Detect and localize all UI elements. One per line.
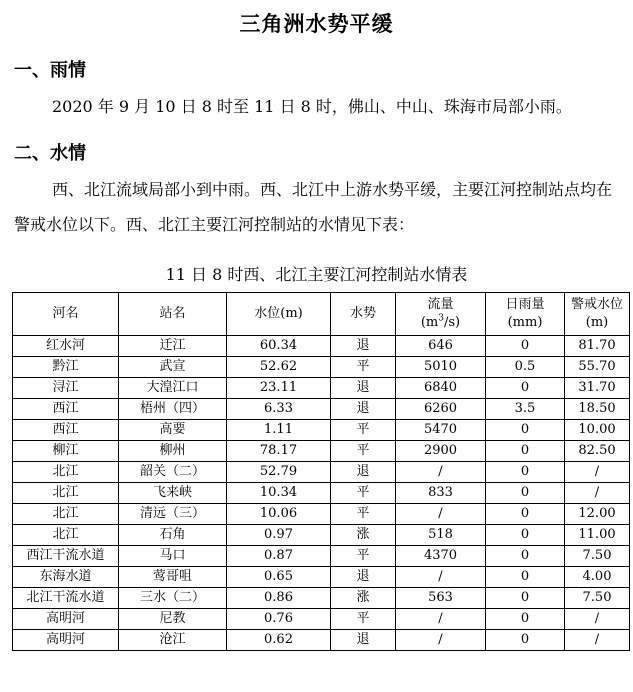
cell-station: 清远（三） <box>119 504 227 525</box>
table-row <box>13 588 630 609</box>
table-row <box>13 462 630 483</box>
header-warning-level <box>565 293 630 336</box>
cell-daily-rain: 0 <box>486 609 565 630</box>
header-flow-label: 流量 <box>427 297 454 312</box>
cell-river: 柳江 <box>13 441 119 462</box>
cell-flow: 518 <box>396 525 486 546</box>
cell-station: 三水（二） <box>119 588 227 609</box>
cell-river: 北江 <box>13 483 119 504</box>
cell-water-level: 52.62 <box>227 357 331 378</box>
table-row <box>13 504 630 525</box>
cell-warning-level: 18.50 <box>565 399 630 420</box>
cell-daily-rain: 0 <box>486 378 565 399</box>
header-flow <box>396 293 486 336</box>
cell-warning-level: 81.70 <box>565 336 630 357</box>
header-trend: 水势 <box>331 293 396 336</box>
cell-station: 大湟江口 <box>119 378 227 399</box>
header-flow-unit: $(m^3/s)$ <box>420 313 461 330</box>
cell-trend: 退 <box>331 336 396 357</box>
cell-flow: 2900 <box>396 441 486 462</box>
cell-daily-rain: 0 <box>486 504 565 525</box>
table-row <box>13 378 630 399</box>
header-river: 河名 <box>13 293 119 336</box>
cell-trend: 退 <box>331 399 396 420</box>
cell-flow: / <box>396 504 486 525</box>
cell-flow: 833 <box>396 483 486 504</box>
table-row <box>13 420 630 441</box>
cell-river: 北江干流水道 <box>13 588 119 609</box>
cell-warning-level: 55.70 <box>565 357 630 378</box>
cell-station: 迁江 <box>119 336 227 357</box>
cell-water-level: 0.65 <box>227 567 331 588</box>
cell-daily-rain: 0 <box>486 546 565 567</box>
cell-river: 高明河 <box>13 630 119 651</box>
table-row <box>13 546 630 567</box>
cell-trend: 平 <box>331 504 396 525</box>
cell-flow: 4370 <box>396 546 486 567</box>
table-row <box>13 630 630 651</box>
cell-daily-rain: 0 <box>486 441 565 462</box>
cell-river: 东海水道 <box>13 567 119 588</box>
cell-station: 武宣 <box>119 357 227 378</box>
cell-trend: 涨 <box>331 525 396 546</box>
cell-river: 浔江 <box>13 378 119 399</box>
header-rain-label: 日雨量 <box>505 297 545 312</box>
cell-flow: 5470 <box>396 420 486 441</box>
water-status-table <box>12 292 630 651</box>
cell-warning-level: / <box>565 630 630 651</box>
cell-warning-level: 7.50 <box>565 546 630 567</box>
cell-flow: 563 <box>396 588 486 609</box>
cell-warning-level: 11.00 <box>565 525 630 546</box>
cell-water-level: 60.34 <box>227 336 331 357</box>
cell-river: 北江 <box>13 525 119 546</box>
cell-trend: 平 <box>331 441 396 462</box>
cell-flow: 5010 <box>396 357 486 378</box>
cell-station: 莺哥咀 <box>119 567 227 588</box>
cell-flow: 6260 <box>396 399 486 420</box>
cell-station: 柳州 <box>119 441 227 462</box>
rain-paragraph: 2020 年 9 月 10 日 8 时至 11 日 8 时，佛山、中山、珠海市局部小雨。 <box>52 97 572 116</box>
cell-warning-level: / <box>565 462 630 483</box>
cell-trend: 平 <box>331 420 396 441</box>
cell-river: 黔江 <box>13 357 119 378</box>
cell-trend: 退 <box>331 567 396 588</box>
table-row <box>13 399 630 420</box>
cell-river: 北江 <box>13 504 119 525</box>
cell-station: 韶关（二） <box>119 462 227 483</box>
cell-warning-level: 31.70 <box>565 378 630 399</box>
cell-river: 西江 <box>13 399 119 420</box>
header-water-level: 水位(m) <box>227 293 331 336</box>
cell-flow: / <box>396 567 486 588</box>
cell-water-level: 0.87 <box>227 546 331 567</box>
cell-daily-rain: 0 <box>486 567 565 588</box>
cell-water-level: 0.76 <box>227 609 331 630</box>
cell-flow: 646 <box>396 336 486 357</box>
page-title: 三角洲水势平缓 <box>239 12 394 36</box>
cell-water-level: 78.17 <box>227 441 331 462</box>
section-heading-water: 二、水情 <box>14 143 86 164</box>
cell-daily-rain: 3.5 <box>486 399 565 420</box>
table-row <box>13 609 630 630</box>
cell-daily-rain: 0 <box>486 462 565 483</box>
header-station: 站名 <box>119 293 227 336</box>
cell-trend: 退 <box>331 378 396 399</box>
water-paragraph: 西、北江流域局部小到中雨。西、北江中上游水势平缓，主要江河控制站点均在警戒水位以下。西、北江主要江河控制站的水情见下表： <box>14 180 613 234</box>
cell-station: 尼教 <box>119 609 227 630</box>
cell-water-level: 6.33 <box>227 399 331 420</box>
cell-trend: 退 <box>331 630 396 651</box>
cell-station: 梧州（四） <box>119 399 227 420</box>
cell-river: 北江 <box>13 462 119 483</box>
cell-daily-rain: 0.5 <box>486 357 565 378</box>
cell-warning-level: 12.00 <box>565 504 630 525</box>
header-rain-unit: (mm) <box>507 315 543 330</box>
cell-water-level: 52.79 <box>227 462 331 483</box>
cell-warning-level: / <box>565 483 630 504</box>
cell-station: 沧江 <box>119 630 227 651</box>
cell-water-level: 0.97 <box>227 525 331 546</box>
cell-warning-level: 10.00 <box>565 420 630 441</box>
table-row <box>13 441 630 462</box>
cell-water-level: 10.06 <box>227 504 331 525</box>
table-caption: 11 日 8 时西、北江主要江河控制站水情表 <box>165 265 468 284</box>
cell-daily-rain: 0 <box>486 525 565 546</box>
cell-station: 高要 <box>119 420 227 441</box>
cell-water-level: 10.34 <box>227 483 331 504</box>
cell-daily-rain: 0 <box>486 630 565 651</box>
cell-flow: / <box>396 630 486 651</box>
cell-water-level: 1.11 <box>227 420 331 441</box>
cell-water-level: 0.62 <box>227 630 331 651</box>
cell-daily-rain: 0 <box>486 588 565 609</box>
table-row <box>13 567 630 588</box>
header-daily-rain <box>486 293 565 336</box>
cell-trend: 平 <box>331 546 396 567</box>
cell-warning-level: 7.50 <box>565 588 630 609</box>
section-heading-rain: 一、雨情 <box>14 60 86 81</box>
table-row <box>13 357 630 378</box>
cell-daily-rain: 0 <box>486 483 565 504</box>
cell-station: 马口 <box>119 546 227 567</box>
cell-trend: 涨 <box>331 588 396 609</box>
cell-flow: / <box>396 609 486 630</box>
cell-flow: 6840 <box>396 378 486 399</box>
cell-river: 红水河 <box>13 336 119 357</box>
cell-trend: 退 <box>331 462 396 483</box>
cell-trend: 平 <box>331 357 396 378</box>
table-body <box>13 336 630 651</box>
cell-warning-level: 4.00 <box>565 567 630 588</box>
cell-water-level: 23.11 <box>227 378 331 399</box>
header-warning-unit: (m) <box>585 315 609 330</box>
cell-river: 西江 <box>13 420 119 441</box>
cell-daily-rain: 0 <box>486 336 565 357</box>
cell-river: 高明河 <box>13 609 119 630</box>
cell-trend: 平 <box>331 609 396 630</box>
header-warning-label: 警戒水位 <box>570 297 623 312</box>
table-header-row <box>13 293 630 336</box>
table-row <box>13 483 630 504</box>
cell-warning-level: / <box>565 609 630 630</box>
cell-water-level: 0.86 <box>227 588 331 609</box>
cell-station: 飞来峡 <box>119 483 227 504</box>
cell-station: 石角 <box>119 525 227 546</box>
table-row <box>13 525 630 546</box>
cell-warning-level: 82.50 <box>565 441 630 462</box>
cell-daily-rain: 0 <box>486 420 565 441</box>
cell-flow: / <box>396 462 486 483</box>
cell-trend: 平 <box>331 483 396 504</box>
cell-river: 西江干流水道 <box>13 546 119 567</box>
table-row <box>13 336 630 357</box>
